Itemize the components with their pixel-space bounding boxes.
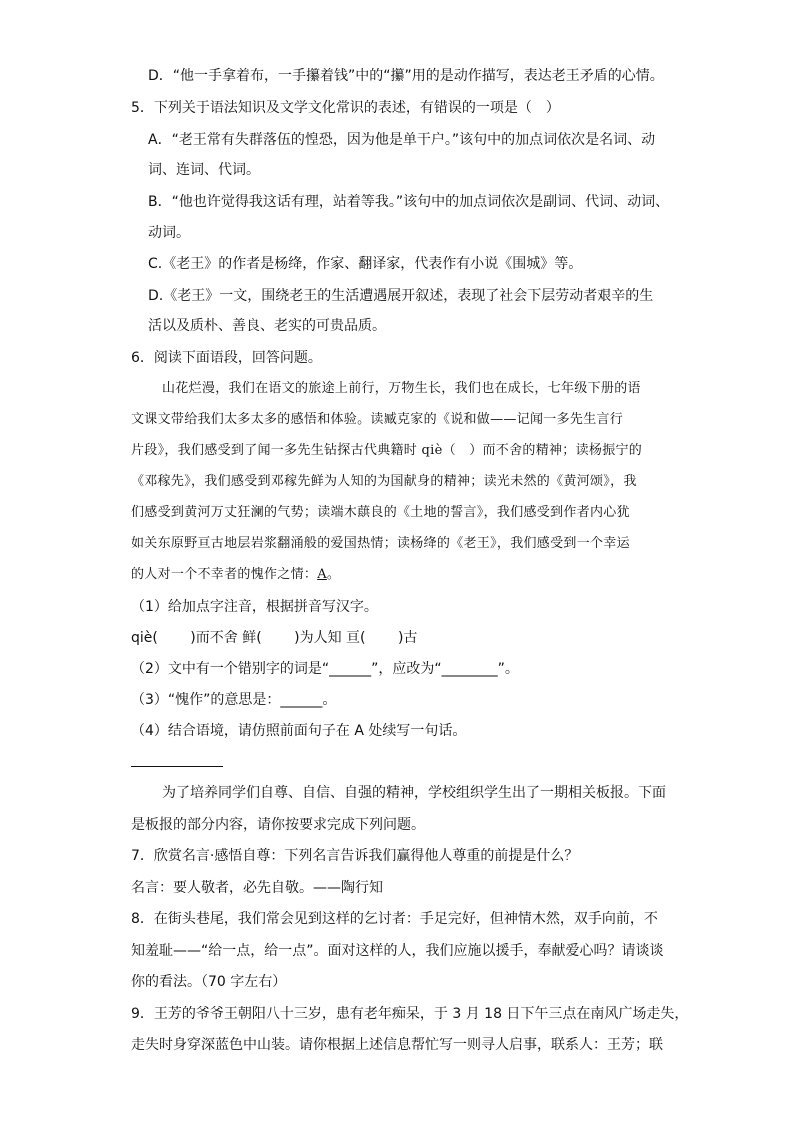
q5-option-a-line2: 词、连词、代词。	[148, 162, 260, 178]
q8-line-2: 知羞耻——“给一点，给一点”。面对这样的人，我们应施以援手，奉献爱心吗？请谈谈	[131, 943, 664, 959]
q7-stem: 7．欣赏名言·感悟自尊：下列名言告诉我们赢得他人尊重的前提是什么？	[131, 848, 579, 864]
passage-line-5: 们感受到黄河万丈狂澜的气势；读端木蕻良的《土地的誓言》，我们感受到作者内心犹	[131, 505, 630, 520]
q9-line-1: 9．王芳的爷爷王朝阳八十三岁，患有老年痴呆，于 3 月 18 日下午三点在南风广场走失，	[131, 1006, 689, 1022]
q5-option-c: C.《老王》的作者是杨绛，作家、翻译家，代表作有小说《围城》等。	[148, 256, 583, 272]
board-intro-line-2: 是板报的部分内容，请你按要求完成下列问题。	[131, 817, 425, 833]
sub-question-1: （1）给加点字注音，根据拼音写汉字。	[131, 599, 378, 615]
passage-line-7-end: 。	[326, 567, 341, 582]
q5-option-a-line1: A．“老王常有失群落伍的惶恐，因为他是单干户。”该句中的加点词依次是名词、动	[148, 132, 656, 148]
q5-option-d-line1: D.《老王》一文，围绕老王的生活遭遇展开叙述，表现了社会下层劳动者艰辛的生	[148, 288, 654, 304]
sub-question-1-items: qiè( )而不舍 鲜( )为人知 亘( )古	[131, 630, 418, 646]
passage-line-7-text: 的人对一个不幸者的愧作之情：	[131, 567, 318, 582]
passage-line-6: 如关东原野亘古地层岩浆翻涌般的爱国热情；读杨绛的《老王》，我们感受到一个幸运	[131, 536, 630, 551]
q5-stem: 5．下列关于语法知识及文学文化常识的表述，有错误的一项是（ ）	[131, 100, 560, 116]
passage-line-1: 山花烂漫，我们在语文的旅途上前行，万物生长，我们也在成长，七年级下册的语	[162, 381, 641, 396]
sub-question-3: （3）“愧作”的意思是：______。	[131, 692, 337, 708]
board-intro-line-1: 为了培养同学们自尊、自信、自强的精神，学校组织学生出了一期相关板报。下面	[162, 785, 666, 801]
q7-quote: 名言：要人敬者，必先自敬。——陶行知	[131, 880, 383, 896]
sub-question-4: （4）结合语境，请仿照前面句子在 A 处续写一句话。	[131, 723, 467, 739]
q9-line-2: 走失时身穿深蓝色中山装。请你根据上述信息帮忙写一则寻人启事，联系人：王芳；联	[131, 1037, 663, 1053]
q6-stem: 6．阅读下面语段，回答问题。	[131, 350, 322, 366]
answer-mark-a: A	[317, 567, 327, 582]
passage-line-4: 《邓稼先》，我们感受到邓稼先鲜为人知的为国献身的精神；读光未然的《黄河颂》，我	[131, 474, 637, 489]
answer-blank-line	[131, 766, 223, 767]
q5-option-b-line2: 动词。	[148, 225, 190, 241]
passage-line-3: 片段》，我们感受到了闻一多先生钻探古代典籍时 qiè（ ）而不舍的精神；读杨振宁的	[131, 443, 643, 458]
q8-line-1: 8．在街头巷尾，我们常会见到这样的乞讨者：手足完好，但神情木然，双手向前，不	[131, 911, 658, 927]
q5-option-d-line2: 活以及质朴、善良、老实的可贵品质。	[148, 318, 386, 334]
sub-question-2: （2）文中有一个错别字的词是“______”，应改为“________”。	[131, 661, 519, 677]
q5-option-b-line1: B．“他也许觉得我这话有理，站着等我。”该句中的加点词依次是副词、代词、动词、	[148, 194, 670, 210]
q8-line-3: 你的看法。（70 字左右）	[131, 974, 287, 990]
passage-line-2: 文课文带给我们太多太多的感悟和体验。读臧克家的《说和做——记闻一多先生言行	[131, 412, 624, 427]
q4-option-d: D．“他一手拿着布，一手攥着钱”中的“攥”用的是动作描写，表达老王矛盾的心情。	[148, 68, 664, 84]
passage-line-7	[131, 565, 340, 585]
